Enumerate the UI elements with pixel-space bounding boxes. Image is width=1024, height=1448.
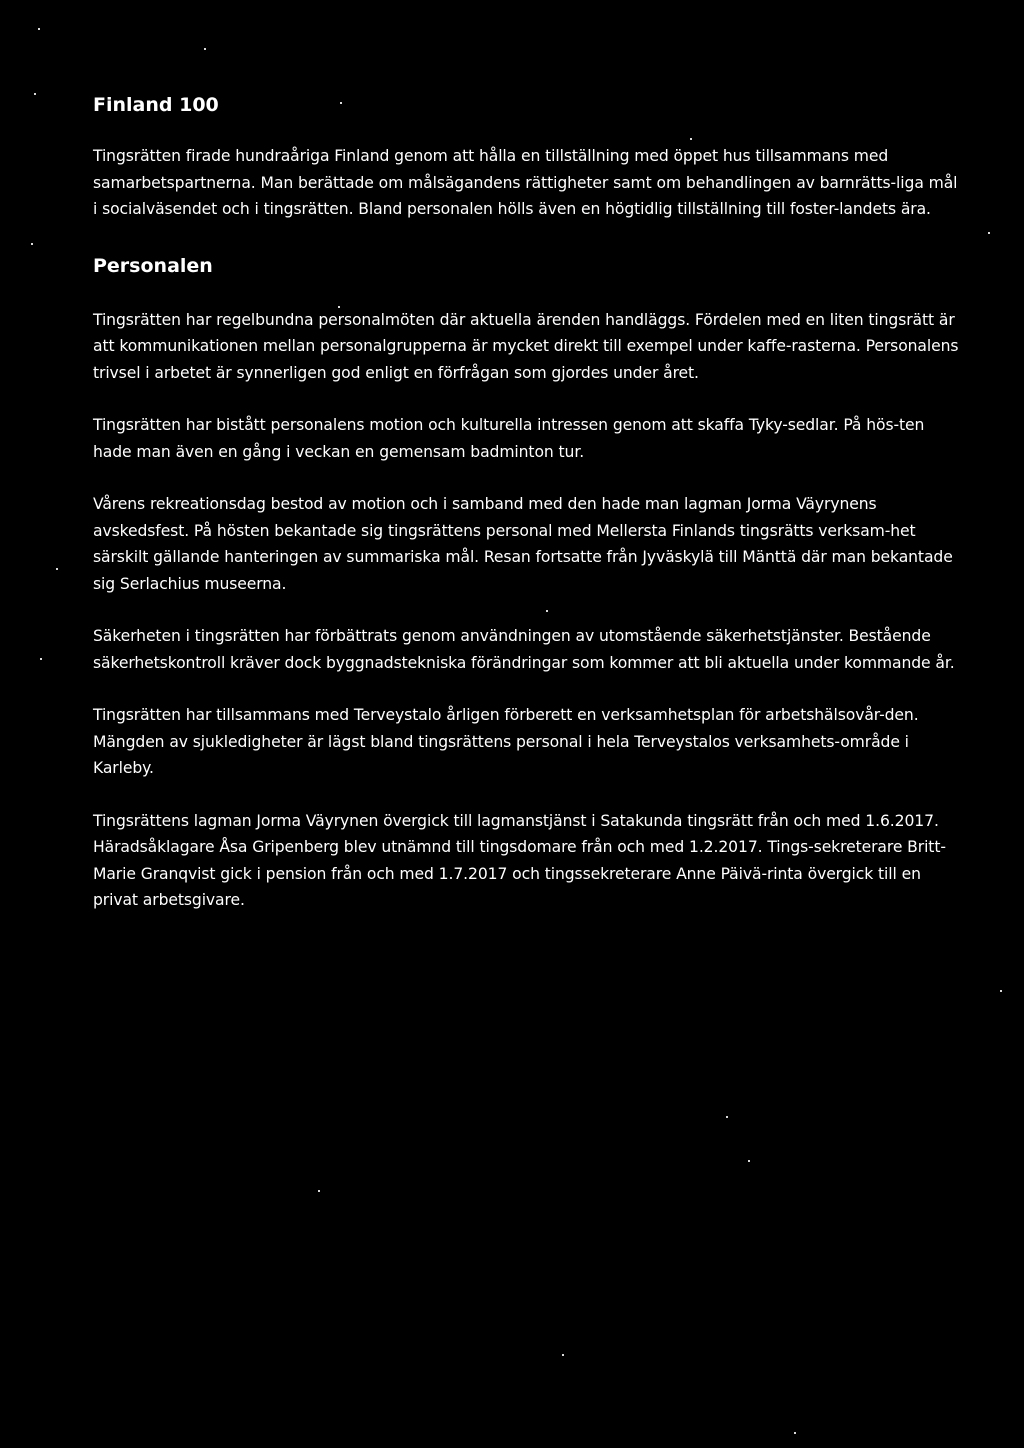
scan-speck [794,1432,796,1434]
scan-speck [38,28,40,30]
scan-speck [748,1160,750,1162]
section-heading: Personalen [93,254,213,277]
scan-speck [204,48,206,50]
paragraph: Säkerheten i tingsrätten har förbättrats genom användningen av utomstående säkerhetstjänster. Bestående säkerhetskontroll kräver dock byggnadstekniska förändringar som kommer att bli aktuella under kommande år. [93,627,955,672]
document-page [93,92,961,914]
scan-speck [1000,990,1002,992]
scan-speck [56,568,58,570]
section-personalen [93,253,961,914]
paragraph: Vårens rekreationsdag bestod av motion och i samband med den hade man lagman Jorma Väyrynens avskedsfest. På hösten bekantade sig tingsrättens personal med Mellersta Finlands tingsrätts verksam-het särskilt gällande hanteringen av summariska mål. Resan fortsatte från Jyväskylä till Mänttä där man bekantade sig Serlachius museerna. [93,495,953,593]
paragraph: Tingsrättens lagman Jorma Väyrynen övergick till lagmanstjänst i Satakunda tingsrätt från och med 1.6.2017. Häradsåklagare Åsa Gripenberg blev utnämnd till tingsdomare från och med 1.2.2017. Tings-sekreterare Britt-Marie Granqvist gick i pension från och med 1.7.2017 och tingssekreterare Anne Päivä-rinta övergick till en privat arbetsgivare. [93,811,946,909]
scan-speck [40,658,42,660]
scan-speck [34,93,36,95]
paragraph: Tingsrätten har tillsammans med Terveystalo årligen förberett en verksamhetsplan för arbetshälsovår-den. Mängden av sjukledigheter är lägst bland tingsrättens personal i hela Terveystalos verksamhets-område i Karleby. [93,706,919,777]
scan-speck [31,243,33,245]
scan-speck [726,1116,728,1118]
paragraph: Tingsrätten firade hundraåriga Finland genom att hålla en tillställning med öppet hus tillsammans med samarbetspartnerna. Man berättade om målsägandens rättigheter samt om behandlingen av barnrätts-liga mål i socialväsendet och i tingsrätten. Bland personalen hölls även en högtidlig tillställning till foster-landets ära. [93,147,958,218]
paragraph: Tingsrätten har bistått personalens motion och kulturella intressen genom att skaffa Tyky-sedlar. På hös-ten hade man även en gång i veckan en gemensam badminton tur. [93,416,925,461]
scan-speck [988,232,990,234]
section-heading: Finland 100 [93,94,219,116]
scan-speck [562,1354,564,1356]
scan-speck [318,1190,320,1192]
section-finland-100 [93,92,961,223]
paragraph: Tingsrätten har regelbundna personalmöten där aktuella ärenden handläggs. Fördelen med en liten tingsrätt är att kommunikationen mellan personalgrupperna är mycket direkt till exempel under kaffe-rasterna. Personalens trivsel i arbetet är synnerligen god enligt en förfrågan som gjordes under året. [93,310,959,382]
